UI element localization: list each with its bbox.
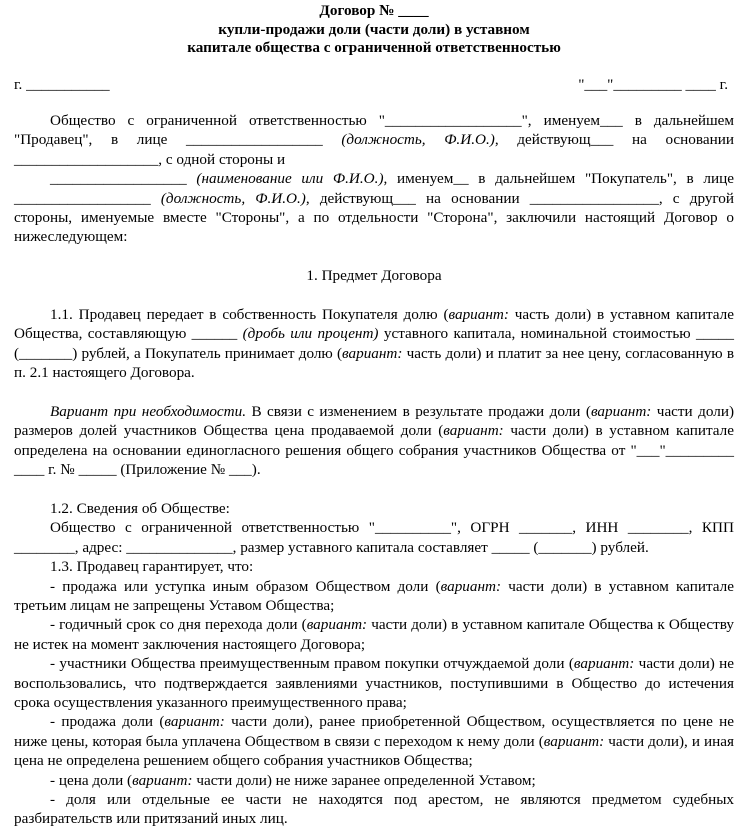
document-title (14, 2, 734, 58)
clause-1-1-text-a: 1.1. Продавец передает в собственность Покупателя долю ( (50, 305, 449, 323)
variant-text-c: части доли) в уставном капитале определена на основании единогласного решения общего собрания участников Общества от "___"_________ ____ г. № _____ (Приложение № ___). (14, 422, 735, 479)
guarantee-item (14, 577, 734, 616)
clause-1-2-body: Общество с ограниченной ответственностью "__________", ОГРН _______, ИНН ________, КПП ________, адрес: ______________, размер уставного капитала составляет _____ (_______) рублей. (14, 519, 734, 556)
guarantee-item (14, 712, 734, 770)
guarantee-item (14, 654, 734, 712)
hint-variant: вариант: (306, 616, 368, 634)
guarantee-text: части доли) не воспользовались, что подтверждается заявлениями участников, поступившими в Общество до истечения срока осуществления указанного преимущественного права; (14, 655, 734, 712)
clause-1-3-heading: 1.3. Продавец гарантирует, что: (50, 558, 254, 576)
preamble-seller-text: Общество с ограниченной ответственностью "__________________", именуем___ в дальнейшем "Продавец", в лице __________________ (14, 111, 734, 149)
preamble-buyer-text: , именуем__ в дальнейшем "Покупатель", в лице __________________ (14, 170, 734, 207)
hint-variant: вариант: (443, 422, 504, 440)
hint-variant: вариант: (573, 655, 635, 673)
guarantee-item (14, 615, 734, 654)
guarantee-text: - доля или отдельные ее части не находятся под арестом, не являются предметом судебных разбирательств или притязаний иных лиц. (14, 791, 734, 828)
guarantee-text: - участники Общества преимущественным правом покупки отчуждаемой доли ( (50, 655, 574, 673)
guarantee-text: - цена доли ( (50, 771, 133, 789)
hint-variant: вариант: (590, 402, 652, 420)
preamble-seller-text-2: , действующ___ на основании ___________________, с одной стороны и (14, 131, 734, 168)
clause-1-1-text-d: часть доли) и платит за нее цену, согласованную в п. 2.1 настоящего Договора. (14, 344, 734, 382)
buyer-name-blank: __________________ (50, 170, 187, 188)
guarantee-text: - продажа доли ( (50, 713, 165, 731)
section-1-heading: 1. Предмет Договора (306, 267, 442, 285)
city-field: г. ___________ (14, 75, 110, 93)
variant-text-b: части доли) размеров долей участников Общества цена продаваемой доли ( (14, 402, 735, 440)
clause-1-2-heading: 1.2. Сведения об Обществе: (50, 499, 230, 517)
hint-fraction-or-percent: (дробь или процент) (242, 325, 379, 343)
hint-variant: вариант: (132, 771, 193, 789)
guarantee-text: части доли), ранее приобретенной Обществом, осуществляется по цене не ниже цены, которая была уплачена Обществом в связи с переходом к нему доли ( (14, 713, 734, 750)
variant-text-a: В связи с изменением в результате продажи доли ( (246, 402, 591, 420)
clause-variant-optional (14, 402, 734, 480)
guarantee-text: части доли), и иная цена не определена решением общего собрания участников Общества; (14, 732, 734, 770)
clause-1-1 (14, 305, 734, 383)
hint-position-name: (должность, Ф.И.О.) (341, 131, 495, 149)
title-line-3: капитале общества с ограниченной ответственностью (187, 39, 561, 56)
hint-variant: вариант: (164, 713, 225, 731)
clause-1-1-text-c: уставного капитала, номинальной стоимостью _____ (_______) рублей, а Покупатель принимает долю ( (14, 325, 734, 362)
guarantee-text: части доли) не ниже заранее определенной Уставом; (192, 771, 536, 789)
guarantee-item (14, 790, 734, 829)
hint-position-name-2: (должность, Ф.И.О.) (160, 189, 306, 207)
hint-variant: вариант: (342, 344, 403, 362)
clause-1-1-text-b: часть доли) в уставном капитале Общества, составляющую ______ (14, 305, 734, 343)
guarantee-text: части доли) в уставном капитале третьим лицам не запрещены Уставом Общества; (14, 577, 734, 614)
hint-variant: вариант: (440, 577, 502, 595)
hint-variant-if-needed: Вариант при необходимости. (50, 402, 247, 420)
place-date-line (14, 75, 734, 94)
guarantee-text: части доли) в уставном капитале Общества к Обществу не истек на момент заключения настоящего Договора; (14, 616, 734, 653)
guarantee-text: - продажа или уступка иным образом Обществом доли ( (50, 577, 441, 595)
hint-variant: вариант: (543, 732, 605, 750)
guarantee-text: - годичный срок со дня перехода доли ( (50, 616, 307, 634)
title-line-2: купли-продажи доли (части доли) в уставном (218, 20, 530, 38)
guarantee-item (14, 771, 734, 790)
preamble-buyer (14, 169, 734, 247)
preamble-seller (14, 111, 734, 169)
preamble-buyer-text-2: , действующ___ на основании _________________, с другой стороны, именуемые вместе "Стороны", а по отдельности "Сторона", заключили настоящий Договор о нижеследующем: (14, 189, 735, 246)
hint-name-or-fio: (наименование или Ф.И.О.) (196, 170, 384, 188)
hint-variant: вариант: (448, 305, 509, 323)
date-field: "___"_________ ____ г. (578, 75, 728, 93)
title-line-1: Договор № ____ (319, 2, 429, 19)
